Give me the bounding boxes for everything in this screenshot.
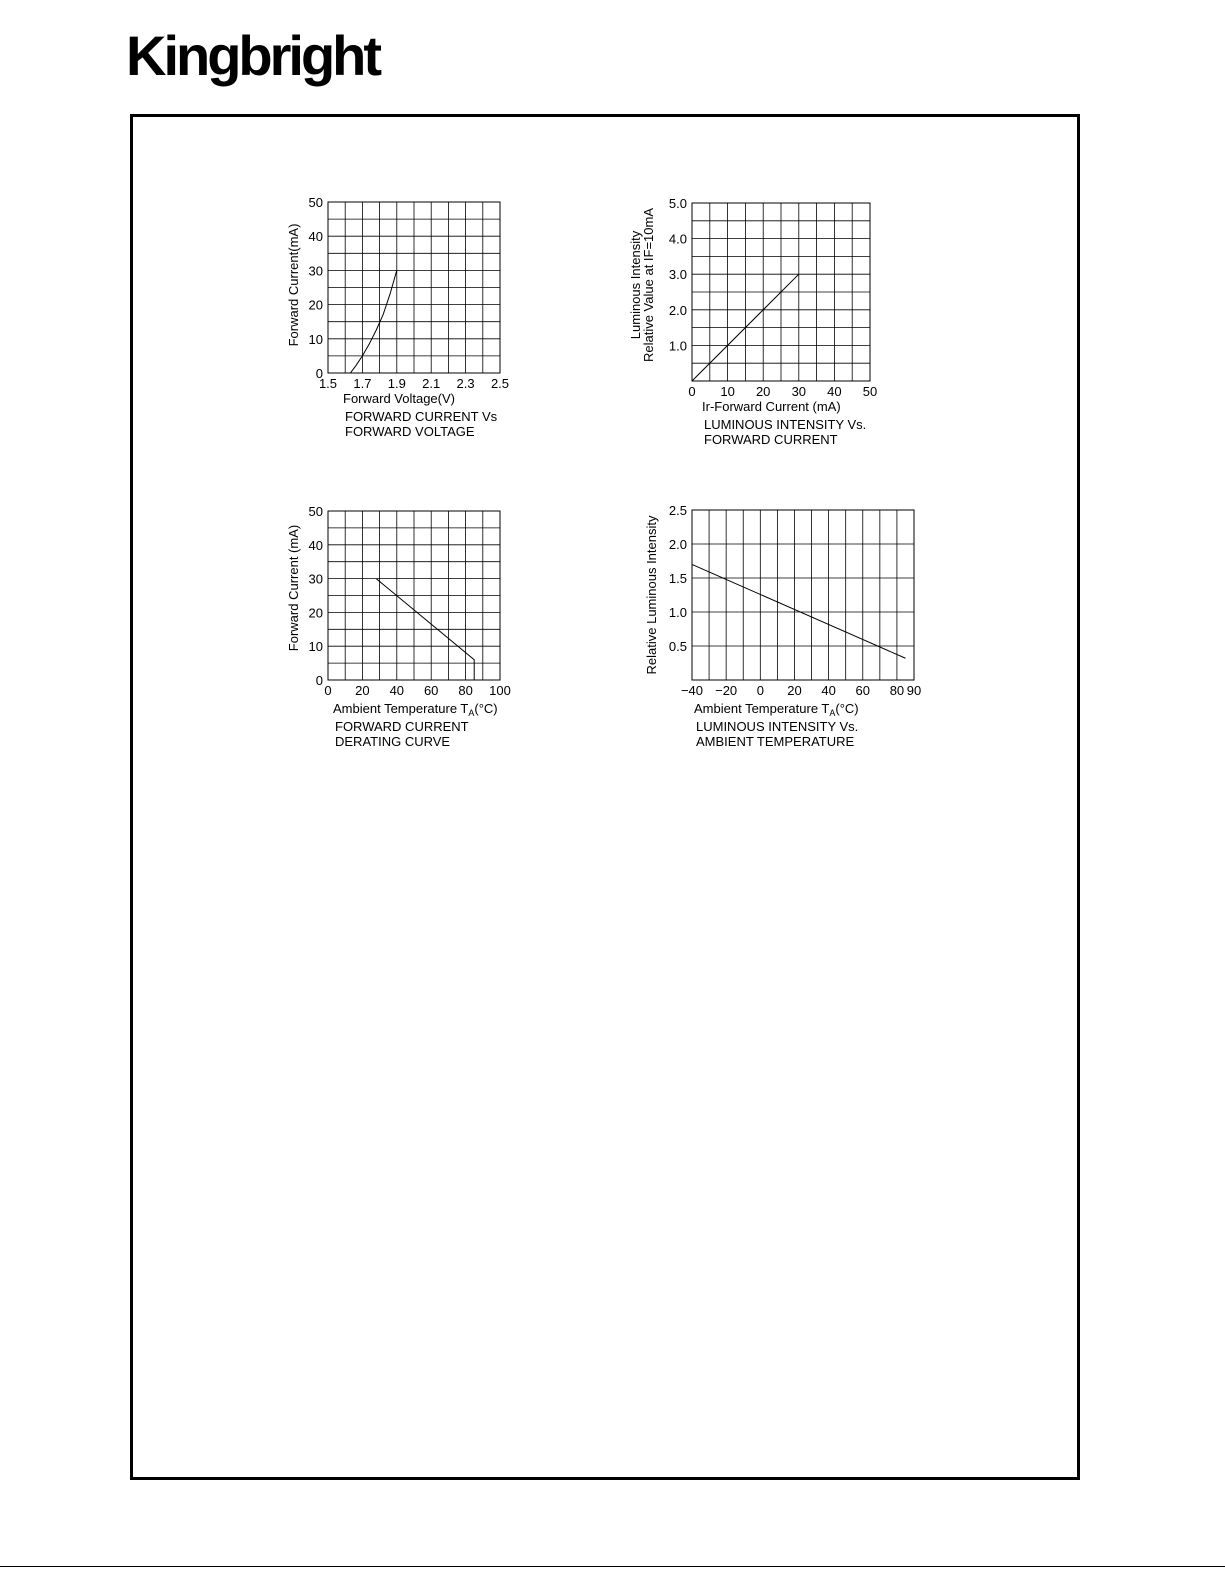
x-tick-label: 80 [889, 683, 905, 698]
y-tick-label: 40 [308, 229, 323, 245]
x-tick-label: −20 [715, 683, 738, 698]
y-tick-label: 4.0 [668, 231, 687, 247]
x-tick-label: 1.7 [353, 376, 372, 391]
chart-caption: LUMINOUS INTENSITY Vs. [696, 719, 859, 734]
chart-luminous-intensity-vs-current [620, 185, 910, 455]
y-axis-label: Relative Luminous Intensity [644, 515, 659, 675]
chart-luminous-intensity-vs-temperature [630, 495, 940, 765]
x-tick-label: 2.5 [490, 376, 510, 391]
chart-caption: FORWARD CURRENT [704, 432, 838, 447]
grid [328, 202, 500, 373]
x-tick-label: 60 [423, 683, 439, 698]
x-axis-label-subscript: A [829, 708, 836, 718]
x-tick-label: 80 [458, 683, 473, 698]
footer-rule [0, 1566, 1225, 1567]
x-axis-label-subscript: A [468, 708, 475, 718]
x-tick-label: 40 [827, 384, 842, 399]
chart-caption: AMBIENT TEMPERATURE [696, 734, 855, 749]
y-tick-label: 50 [308, 504, 323, 519]
x-axis-label [333, 701, 498, 718]
x-tick-label: 30 [791, 384, 807, 399]
y-axis-label: Relative Value at IF=10mA [641, 207, 656, 363]
y-tick-label: 40 [308, 537, 323, 553]
y-tick-label: 1.0 [668, 338, 687, 354]
y-tick-label: 0 [315, 366, 323, 381]
series-line [692, 564, 905, 658]
chart-caption: FORWARD CURRENT Vs [345, 409, 498, 424]
y-tick-label: 2.0 [668, 537, 687, 552]
y-tick-label: 2.0 [668, 302, 687, 318]
y-tick-label: 2.5 [668, 503, 687, 518]
grid [328, 511, 500, 680]
x-tick-label: 0 [688, 384, 696, 399]
plot-border [692, 510, 914, 680]
x-axis-label-main: Ambient Temperature T [694, 701, 830, 716]
chart-forward-current-derating [270, 495, 540, 765]
x-tick-label: 100 [489, 683, 511, 698]
x-axis-label-main: Ambient Temperature T [333, 701, 469, 716]
x-tick-label: 90 [906, 683, 922, 698]
y-axis-label: Forward Current (mA) [286, 524, 301, 652]
x-axis-label-unit: (°C) [474, 701, 498, 716]
kingbright-logo: Kingbright [126, 24, 380, 87]
y-tick-label: 1.5 [668, 571, 687, 586]
x-axis-label: Ir-Forward Current (mA) [702, 399, 841, 414]
chart-forward-current-vs-voltage [270, 185, 540, 455]
x-tick-label: 60 [855, 683, 871, 698]
x-tick-label: 1.9 [387, 376, 406, 391]
x-tick-label: 1.5 [318, 376, 338, 391]
chart-caption: FORWARD VOLTAGE [345, 424, 475, 439]
x-tick-label: 2.1 [422, 376, 441, 391]
x-axis-label [694, 701, 859, 718]
y-tick-label: 20 [308, 297, 323, 313]
y-tick-label: 3.0 [668, 267, 687, 283]
x-tick-label: −40 [680, 683, 704, 698]
y-tick-label: 20 [308, 605, 323, 621]
y-axis-label: Forward Current(mA) [286, 223, 301, 347]
x-tick-label: 2.3 [456, 376, 475, 391]
x-axis-label: Forward Voltage(V) [343, 391, 455, 406]
x-axis-label-unit: (°C) [835, 701, 859, 716]
chart-caption: FORWARD CURRENT [335, 719, 469, 734]
y-axis-label: Luminous Intensity [628, 230, 643, 340]
y-tick-label: 5.0 [668, 196, 687, 211]
y-tick-label: 1.0 [668, 605, 687, 620]
x-tick-label: 10 [720, 384, 735, 399]
x-tick-label: 50 [862, 384, 878, 399]
y-tick-label: 30 [308, 263, 323, 279]
x-tick-label: 0 [324, 683, 332, 698]
y-tick-label: 30 [308, 571, 323, 587]
x-tick-label: 40 [821, 683, 836, 698]
chart-caption: LUMINOUS INTENSITY Vs. [704, 417, 867, 432]
y-tick-label: 10 [308, 639, 323, 655]
y-tick-label: 0.5 [668, 639, 687, 654]
x-tick-label: 20 [355, 683, 370, 698]
y-tick-label: 0 [315, 673, 323, 688]
x-tick-label: 20 [755, 384, 771, 399]
chart-caption: DERATING CURVE [335, 734, 451, 749]
x-tick-label: 20 [787, 683, 802, 698]
x-tick-label: 40 [389, 683, 405, 698]
y-tick-label: 50 [308, 195, 323, 210]
grid [692, 510, 914, 680]
y-tick-label: 10 [308, 331, 323, 347]
x-tick-label: 0 [756, 683, 764, 698]
